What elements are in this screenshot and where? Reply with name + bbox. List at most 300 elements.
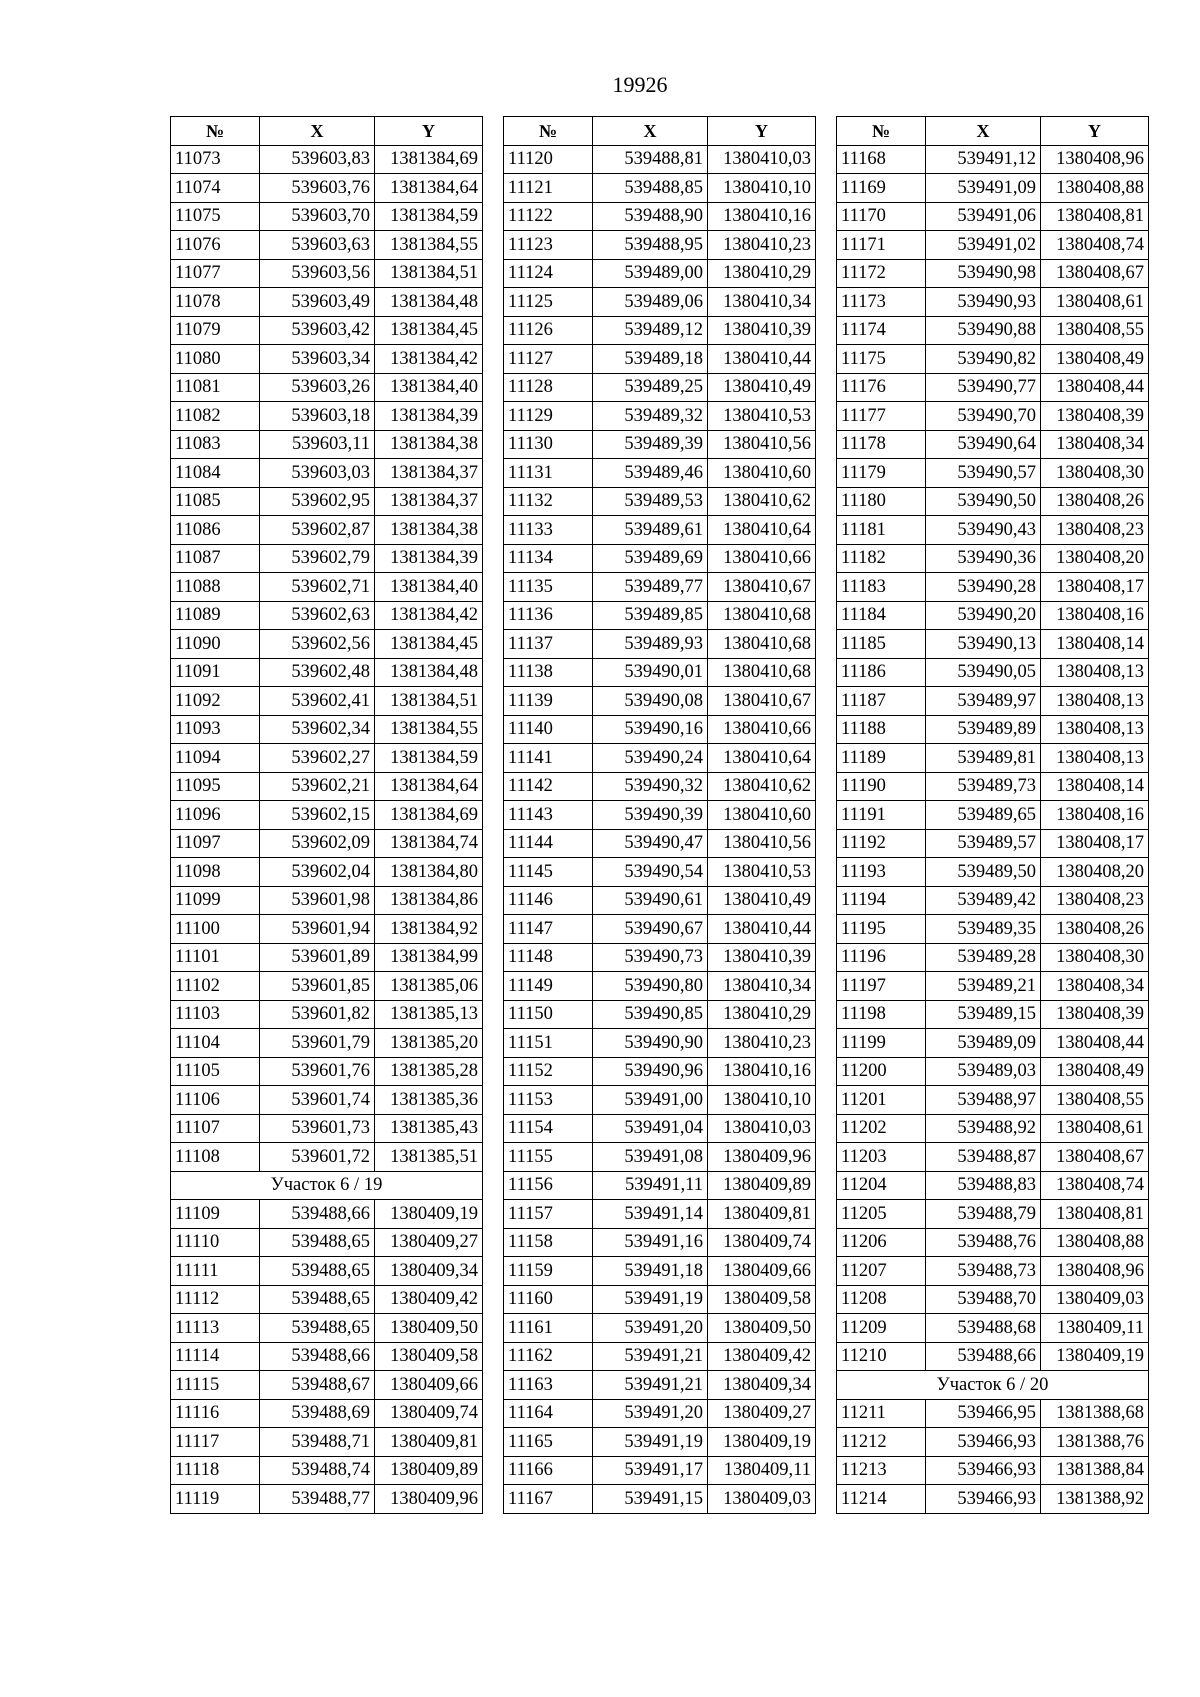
table-row	[171, 1285, 483, 1314]
point-number-cell: 11209	[837, 1314, 926, 1343]
x-coordinate-cell: 539603,56	[260, 259, 375, 288]
point-number-cell: 11212	[837, 1428, 926, 1457]
x-coordinate-cell: 539603,34	[260, 345, 375, 374]
y-coordinate-cell: 1381384,42	[375, 601, 483, 630]
table-row	[837, 687, 1149, 716]
y-coordinate-cell: 1380408,13	[1041, 744, 1149, 773]
y-coordinate-cell: 1381384,39	[375, 544, 483, 573]
table-row	[171, 516, 483, 545]
y-coordinate-cell: 1381384,55	[375, 715, 483, 744]
y-coordinate-cell: 1380409,34	[708, 1371, 816, 1400]
table-row	[504, 1399, 816, 1428]
table-row	[837, 1485, 1149, 1514]
table-row	[504, 1342, 816, 1371]
section-title: Участок 6 / 19	[171, 1171, 483, 1200]
table-row	[837, 715, 1149, 744]
point-number-cell: 11182	[837, 544, 926, 573]
point-number-cell: 11184	[837, 601, 926, 630]
table-row	[171, 886, 483, 915]
y-coordinate-cell: 1380410,60	[708, 459, 816, 488]
point-number-cell: 11162	[504, 1342, 593, 1371]
point-number-cell: 11133	[504, 516, 593, 545]
y-coordinate-cell: 1380409,19	[1041, 1342, 1149, 1371]
point-number-cell: 11157	[504, 1200, 593, 1229]
table-header-row	[837, 117, 1149, 146]
column-header-x: X	[593, 117, 708, 146]
table-row	[837, 1228, 1149, 1257]
x-coordinate-cell: 539490,24	[593, 744, 708, 773]
x-coordinate-cell: 539491,15	[593, 1485, 708, 1514]
point-number-cell: 11096	[171, 801, 260, 830]
x-coordinate-cell: 539488,73	[926, 1257, 1041, 1286]
table-row	[837, 174, 1149, 203]
table-row	[171, 715, 483, 744]
point-number-cell: 11075	[171, 202, 260, 231]
point-number-cell: 11201	[837, 1086, 926, 1115]
point-number-cell: 11151	[504, 1029, 593, 1058]
table-row	[504, 1143, 816, 1172]
y-coordinate-cell: 1380408,55	[1041, 316, 1149, 345]
y-coordinate-cell: 1380409,58	[708, 1285, 816, 1314]
y-coordinate-cell: 1380410,49	[708, 373, 816, 402]
y-coordinate-cell: 1380408,20	[1041, 544, 1149, 573]
x-coordinate-cell: 539488,87	[926, 1143, 1041, 1172]
x-coordinate-cell: 539489,89	[926, 715, 1041, 744]
x-coordinate-cell: 539491,19	[593, 1428, 708, 1457]
x-coordinate-cell: 539489,21	[926, 972, 1041, 1001]
point-number-cell: 11170	[837, 202, 926, 231]
table-row	[171, 316, 483, 345]
table-row	[504, 1114, 816, 1143]
point-number-cell: 11213	[837, 1456, 926, 1485]
x-coordinate-cell: 539601,85	[260, 972, 375, 1001]
point-number-cell: 11080	[171, 345, 260, 374]
x-coordinate-cell: 539490,80	[593, 972, 708, 1001]
point-number-cell: 11106	[171, 1086, 260, 1115]
point-number-cell: 11076	[171, 231, 260, 260]
point-number-cell: 11168	[837, 145, 926, 174]
x-coordinate-cell: 539602,34	[260, 715, 375, 744]
x-coordinate-cell: 539490,82	[926, 345, 1041, 374]
x-coordinate-cell: 539601,76	[260, 1057, 375, 1086]
table-row	[837, 1086, 1149, 1115]
point-number-cell: 11118	[171, 1456, 260, 1485]
y-coordinate-cell: 1380408,88	[1041, 1228, 1149, 1257]
point-number-cell: 11195	[837, 915, 926, 944]
point-number-cell: 11214	[837, 1485, 926, 1514]
x-coordinate-cell: 539488,92	[926, 1114, 1041, 1143]
table-row	[837, 858, 1149, 887]
x-coordinate-cell: 539488,83	[926, 1171, 1041, 1200]
table-row	[504, 601, 816, 630]
table-row	[504, 202, 816, 231]
table-row	[171, 544, 483, 573]
x-coordinate-cell: 539490,16	[593, 715, 708, 744]
table-header-row	[171, 117, 483, 146]
point-number-cell: 11202	[837, 1114, 926, 1143]
y-coordinate-cell: 1380410,16	[708, 202, 816, 231]
y-coordinate-cell: 1380410,10	[708, 174, 816, 203]
x-coordinate-cell: 539488,68	[926, 1314, 1041, 1343]
x-coordinate-cell: 539489,53	[593, 487, 708, 516]
point-number-cell: 11172	[837, 259, 926, 288]
table-row	[504, 943, 816, 972]
x-coordinate-cell: 539488,65	[260, 1257, 375, 1286]
point-number-cell: 11150	[504, 1000, 593, 1029]
y-coordinate-cell: 1380408,13	[1041, 687, 1149, 716]
x-coordinate-cell: 539489,73	[926, 772, 1041, 801]
x-coordinate-cell: 539601,82	[260, 1000, 375, 1029]
table-row	[837, 516, 1149, 545]
y-coordinate-cell: 1380410,62	[708, 487, 816, 516]
x-coordinate-cell: 539490,05	[926, 658, 1041, 687]
x-coordinate-cell: 539489,15	[926, 1000, 1041, 1029]
y-coordinate-cell: 1380408,88	[1041, 174, 1149, 203]
table-row	[171, 202, 483, 231]
x-coordinate-cell: 539489,42	[926, 886, 1041, 915]
table-row	[504, 1485, 816, 1514]
table-row	[171, 801, 483, 830]
x-coordinate-cell: 539466,93	[926, 1428, 1041, 1457]
point-number-cell: 11183	[837, 573, 926, 602]
point-number-cell: 11204	[837, 1171, 926, 1200]
table-row	[171, 1485, 483, 1514]
x-coordinate-cell: 539488,67	[260, 1371, 375, 1400]
point-number-cell: 11155	[504, 1143, 593, 1172]
point-number-cell: 11134	[504, 544, 593, 573]
y-coordinate-cell: 1381388,76	[1041, 1428, 1149, 1457]
x-coordinate-cell: 539488,90	[593, 202, 708, 231]
point-number-cell: 11179	[837, 459, 926, 488]
y-coordinate-cell: 1381384,74	[375, 829, 483, 858]
table-row	[171, 829, 483, 858]
x-coordinate-cell: 539488,66	[926, 1342, 1041, 1371]
y-coordinate-cell: 1380408,55	[1041, 1086, 1149, 1115]
x-coordinate-cell: 539602,48	[260, 658, 375, 687]
y-coordinate-cell: 1380408,26	[1041, 487, 1149, 516]
x-coordinate-cell: 539488,79	[926, 1200, 1041, 1229]
table-row	[837, 1114, 1149, 1143]
table-row	[171, 1143, 483, 1172]
point-number-cell: 11169	[837, 174, 926, 203]
point-number-cell: 11158	[504, 1228, 593, 1257]
x-coordinate-cell: 539490,50	[926, 487, 1041, 516]
point-number-cell: 11090	[171, 630, 260, 659]
point-number-cell: 11142	[504, 772, 593, 801]
y-coordinate-cell: 1380408,44	[1041, 373, 1149, 402]
x-coordinate-cell: 539489,65	[926, 801, 1041, 830]
x-coordinate-cell: 539488,65	[260, 1285, 375, 1314]
point-number-cell: 11073	[171, 145, 260, 174]
x-coordinate-cell: 539490,13	[926, 630, 1041, 659]
table-row	[171, 1086, 483, 1115]
point-number-cell: 11122	[504, 202, 593, 231]
x-coordinate-cell: 539489,32	[593, 402, 708, 431]
table-row	[504, 715, 816, 744]
y-coordinate-cell: 1381384,45	[375, 316, 483, 345]
point-number-cell: 11125	[504, 288, 593, 317]
y-coordinate-cell: 1380408,81	[1041, 1200, 1149, 1229]
y-coordinate-cell: 1380408,20	[1041, 858, 1149, 887]
x-coordinate-cell: 539488,95	[593, 231, 708, 260]
point-number-cell: 11160	[504, 1285, 593, 1314]
point-number-cell: 11077	[171, 259, 260, 288]
x-coordinate-cell: 539491,12	[926, 145, 1041, 174]
y-coordinate-cell: 1380408,74	[1041, 1171, 1149, 1200]
point-number-cell: 11095	[171, 772, 260, 801]
table-row	[171, 1314, 483, 1343]
column-header-y: Y	[708, 117, 816, 146]
x-coordinate-cell: 539490,77	[926, 373, 1041, 402]
column-header-x: X	[926, 117, 1041, 146]
table-row	[171, 1257, 483, 1286]
y-coordinate-cell: 1381384,39	[375, 402, 483, 431]
y-coordinate-cell: 1380410,23	[708, 1029, 816, 1058]
x-coordinate-cell: 539491,19	[593, 1285, 708, 1314]
y-coordinate-cell: 1380410,68	[708, 658, 816, 687]
x-coordinate-cell: 539490,36	[926, 544, 1041, 573]
y-coordinate-cell: 1380408,16	[1041, 601, 1149, 630]
table-row	[837, 316, 1149, 345]
y-coordinate-cell: 1380408,96	[1041, 1257, 1149, 1286]
point-number-cell: 11177	[837, 402, 926, 431]
y-coordinate-cell: 1380409,66	[375, 1371, 483, 1400]
x-coordinate-cell: 539603,49	[260, 288, 375, 317]
table-row	[171, 858, 483, 887]
table-row	[504, 373, 816, 402]
table-row	[171, 259, 483, 288]
table-row	[504, 231, 816, 260]
y-coordinate-cell: 1380410,10	[708, 1086, 816, 1115]
table-row	[837, 658, 1149, 687]
point-number-cell: 11126	[504, 316, 593, 345]
point-number-cell: 11087	[171, 544, 260, 573]
x-coordinate-cell: 539466,93	[926, 1485, 1041, 1514]
point-number-cell: 11124	[504, 259, 593, 288]
x-coordinate-cell: 539602,95	[260, 487, 375, 516]
y-coordinate-cell: 1381385,28	[375, 1057, 483, 1086]
point-number-cell: 11191	[837, 801, 926, 830]
table-row	[504, 1228, 816, 1257]
y-coordinate-cell: 1381384,64	[375, 772, 483, 801]
x-coordinate-cell: 539491,21	[593, 1342, 708, 1371]
point-number-cell: 11161	[504, 1314, 593, 1343]
y-coordinate-cell: 1380408,44	[1041, 1029, 1149, 1058]
table-row	[171, 943, 483, 972]
table-row	[504, 1086, 816, 1115]
table-row	[837, 772, 1149, 801]
x-coordinate-cell: 539603,70	[260, 202, 375, 231]
y-coordinate-cell: 1380408,16	[1041, 801, 1149, 830]
table-row	[837, 630, 1149, 659]
x-coordinate-cell: 539490,32	[593, 772, 708, 801]
table-row	[837, 972, 1149, 1001]
page-number: 19926	[612, 72, 668, 97]
x-coordinate-cell: 539491,06	[926, 202, 1041, 231]
table-row	[171, 630, 483, 659]
point-number-cell: 11099	[171, 886, 260, 915]
y-coordinate-cell: 1380408,17	[1041, 829, 1149, 858]
table-row	[171, 1428, 483, 1457]
y-coordinate-cell: 1381384,59	[375, 202, 483, 231]
point-number-cell: 11140	[504, 715, 593, 744]
table-row	[837, 1000, 1149, 1029]
y-coordinate-cell: 1381384,86	[375, 886, 483, 915]
point-number-cell: 11187	[837, 687, 926, 716]
point-number-cell: 11093	[171, 715, 260, 744]
table-row	[837, 1428, 1149, 1457]
x-coordinate-cell: 539489,06	[593, 288, 708, 317]
table-row	[504, 573, 816, 602]
table-row	[504, 1314, 816, 1343]
x-coordinate-cell: 539603,26	[260, 373, 375, 402]
x-coordinate-cell: 539601,79	[260, 1029, 375, 1058]
point-number-cell: 11131	[504, 459, 593, 488]
y-coordinate-cell: 1380410,39	[708, 316, 816, 345]
y-coordinate-cell: 1380409,81	[375, 1428, 483, 1457]
x-coordinate-cell: 539489,03	[926, 1057, 1041, 1086]
y-coordinate-cell: 1381384,51	[375, 687, 483, 716]
point-number-cell: 11114	[171, 1342, 260, 1371]
section-header-row	[837, 1371, 1149, 1400]
y-coordinate-cell: 1380410,44	[708, 915, 816, 944]
x-coordinate-cell: 539601,89	[260, 943, 375, 972]
y-coordinate-cell: 1380408,39	[1041, 402, 1149, 431]
point-number-cell: 11105	[171, 1057, 260, 1086]
y-coordinate-cell: 1381384,69	[375, 145, 483, 174]
x-coordinate-cell: 539489,81	[926, 744, 1041, 773]
table-row	[837, 1029, 1149, 1058]
y-coordinate-cell: 1380409,96	[708, 1143, 816, 1172]
y-coordinate-cell: 1381388,92	[1041, 1485, 1149, 1514]
point-number-cell: 11207	[837, 1257, 926, 1286]
table-row	[837, 829, 1149, 858]
point-number-cell: 11120	[504, 145, 593, 174]
x-coordinate-cell: 539488,74	[260, 1456, 375, 1485]
y-coordinate-cell: 1381388,84	[1041, 1456, 1149, 1485]
y-coordinate-cell: 1380410,67	[708, 687, 816, 716]
point-number-cell: 11119	[171, 1485, 260, 1514]
x-coordinate-cell: 539603,11	[260, 430, 375, 459]
y-coordinate-cell: 1380410,53	[708, 402, 816, 431]
point-number-cell: 11079	[171, 316, 260, 345]
x-coordinate-cell: 539491,20	[593, 1399, 708, 1428]
point-number-cell: 11091	[171, 658, 260, 687]
y-coordinate-cell: 1381385,13	[375, 1000, 483, 1029]
y-coordinate-cell: 1380408,26	[1041, 915, 1149, 944]
table-row	[837, 1143, 1149, 1172]
x-coordinate-cell: 539602,21	[260, 772, 375, 801]
table-row	[504, 829, 816, 858]
y-coordinate-cell: 1380409,11	[708, 1456, 816, 1485]
y-coordinate-cell: 1381384,51	[375, 259, 483, 288]
section-title: Участок 6 / 20	[837, 1371, 1149, 1400]
point-number-cell: 11149	[504, 972, 593, 1001]
table-row	[504, 687, 816, 716]
table-row	[504, 915, 816, 944]
x-coordinate-cell: 539489,57	[926, 829, 1041, 858]
point-number-cell: 11206	[837, 1228, 926, 1257]
x-coordinate-cell: 539490,73	[593, 943, 708, 972]
table-row	[504, 516, 816, 545]
y-coordinate-cell: 1380410,44	[708, 345, 816, 374]
table-row	[837, 402, 1149, 431]
y-coordinate-cell: 1380410,53	[708, 858, 816, 887]
column-header-number: №	[171, 117, 260, 146]
x-coordinate-cell: 539603,83	[260, 145, 375, 174]
point-number-cell: 11166	[504, 1456, 593, 1485]
y-coordinate-cell: 1380410,68	[708, 601, 816, 630]
point-number-cell: 11188	[837, 715, 926, 744]
point-number-cell: 11143	[504, 801, 593, 830]
table-row	[504, 1029, 816, 1058]
x-coordinate-cell: 539491,04	[593, 1114, 708, 1143]
table-row	[171, 1200, 483, 1229]
y-coordinate-cell: 1380409,03	[1041, 1285, 1149, 1314]
point-number-cell: 11175	[837, 345, 926, 374]
table-row	[171, 687, 483, 716]
table-row	[504, 801, 816, 830]
y-coordinate-cell: 1381384,99	[375, 943, 483, 972]
table-row	[504, 430, 816, 459]
table-row	[504, 1057, 816, 1086]
point-number-cell: 11110	[171, 1228, 260, 1257]
x-coordinate-cell: 539490,20	[926, 601, 1041, 630]
point-number-cell: 11127	[504, 345, 593, 374]
table-row	[171, 345, 483, 374]
x-coordinate-cell: 539490,54	[593, 858, 708, 887]
column-header-number: №	[837, 117, 926, 146]
point-number-cell: 11086	[171, 516, 260, 545]
y-coordinate-cell: 1380409,74	[708, 1228, 816, 1257]
column-header-number: №	[504, 117, 593, 146]
point-number-cell: 11147	[504, 915, 593, 944]
y-coordinate-cell: 1381384,40	[375, 573, 483, 602]
y-coordinate-cell: 1380409,96	[375, 1485, 483, 1514]
table-row	[837, 202, 1149, 231]
point-number-cell: 11083	[171, 430, 260, 459]
y-coordinate-cell: 1380409,19	[708, 1428, 816, 1457]
y-coordinate-cell: 1380408,14	[1041, 630, 1149, 659]
x-coordinate-cell: 539602,63	[260, 601, 375, 630]
point-number-cell: 11197	[837, 972, 926, 1001]
table-row	[837, 573, 1149, 602]
point-number-cell: 11135	[504, 573, 593, 602]
x-coordinate-cell: 539490,88	[926, 316, 1041, 345]
x-coordinate-cell: 539489,97	[926, 687, 1041, 716]
point-number-cell: 11116	[171, 1399, 260, 1428]
x-coordinate-cell: 539489,61	[593, 516, 708, 545]
point-number-cell: 11084	[171, 459, 260, 488]
table-row	[837, 915, 1149, 944]
table-row	[504, 174, 816, 203]
point-number-cell: 11138	[504, 658, 593, 687]
point-number-cell: 11154	[504, 1114, 593, 1143]
table-row	[837, 373, 1149, 402]
x-coordinate-cell: 539602,79	[260, 544, 375, 573]
table-row	[837, 430, 1149, 459]
point-number-cell: 11141	[504, 744, 593, 773]
y-coordinate-cell: 1380410,62	[708, 772, 816, 801]
point-number-cell: 11199	[837, 1029, 926, 1058]
y-coordinate-cell: 1380408,13	[1041, 715, 1149, 744]
table-row	[171, 402, 483, 431]
point-number-cell: 11102	[171, 972, 260, 1001]
y-coordinate-cell: 1380408,67	[1041, 1143, 1149, 1172]
x-coordinate-cell: 539601,74	[260, 1086, 375, 1115]
table-row	[504, 886, 816, 915]
y-coordinate-cell: 1380409,34	[375, 1257, 483, 1286]
